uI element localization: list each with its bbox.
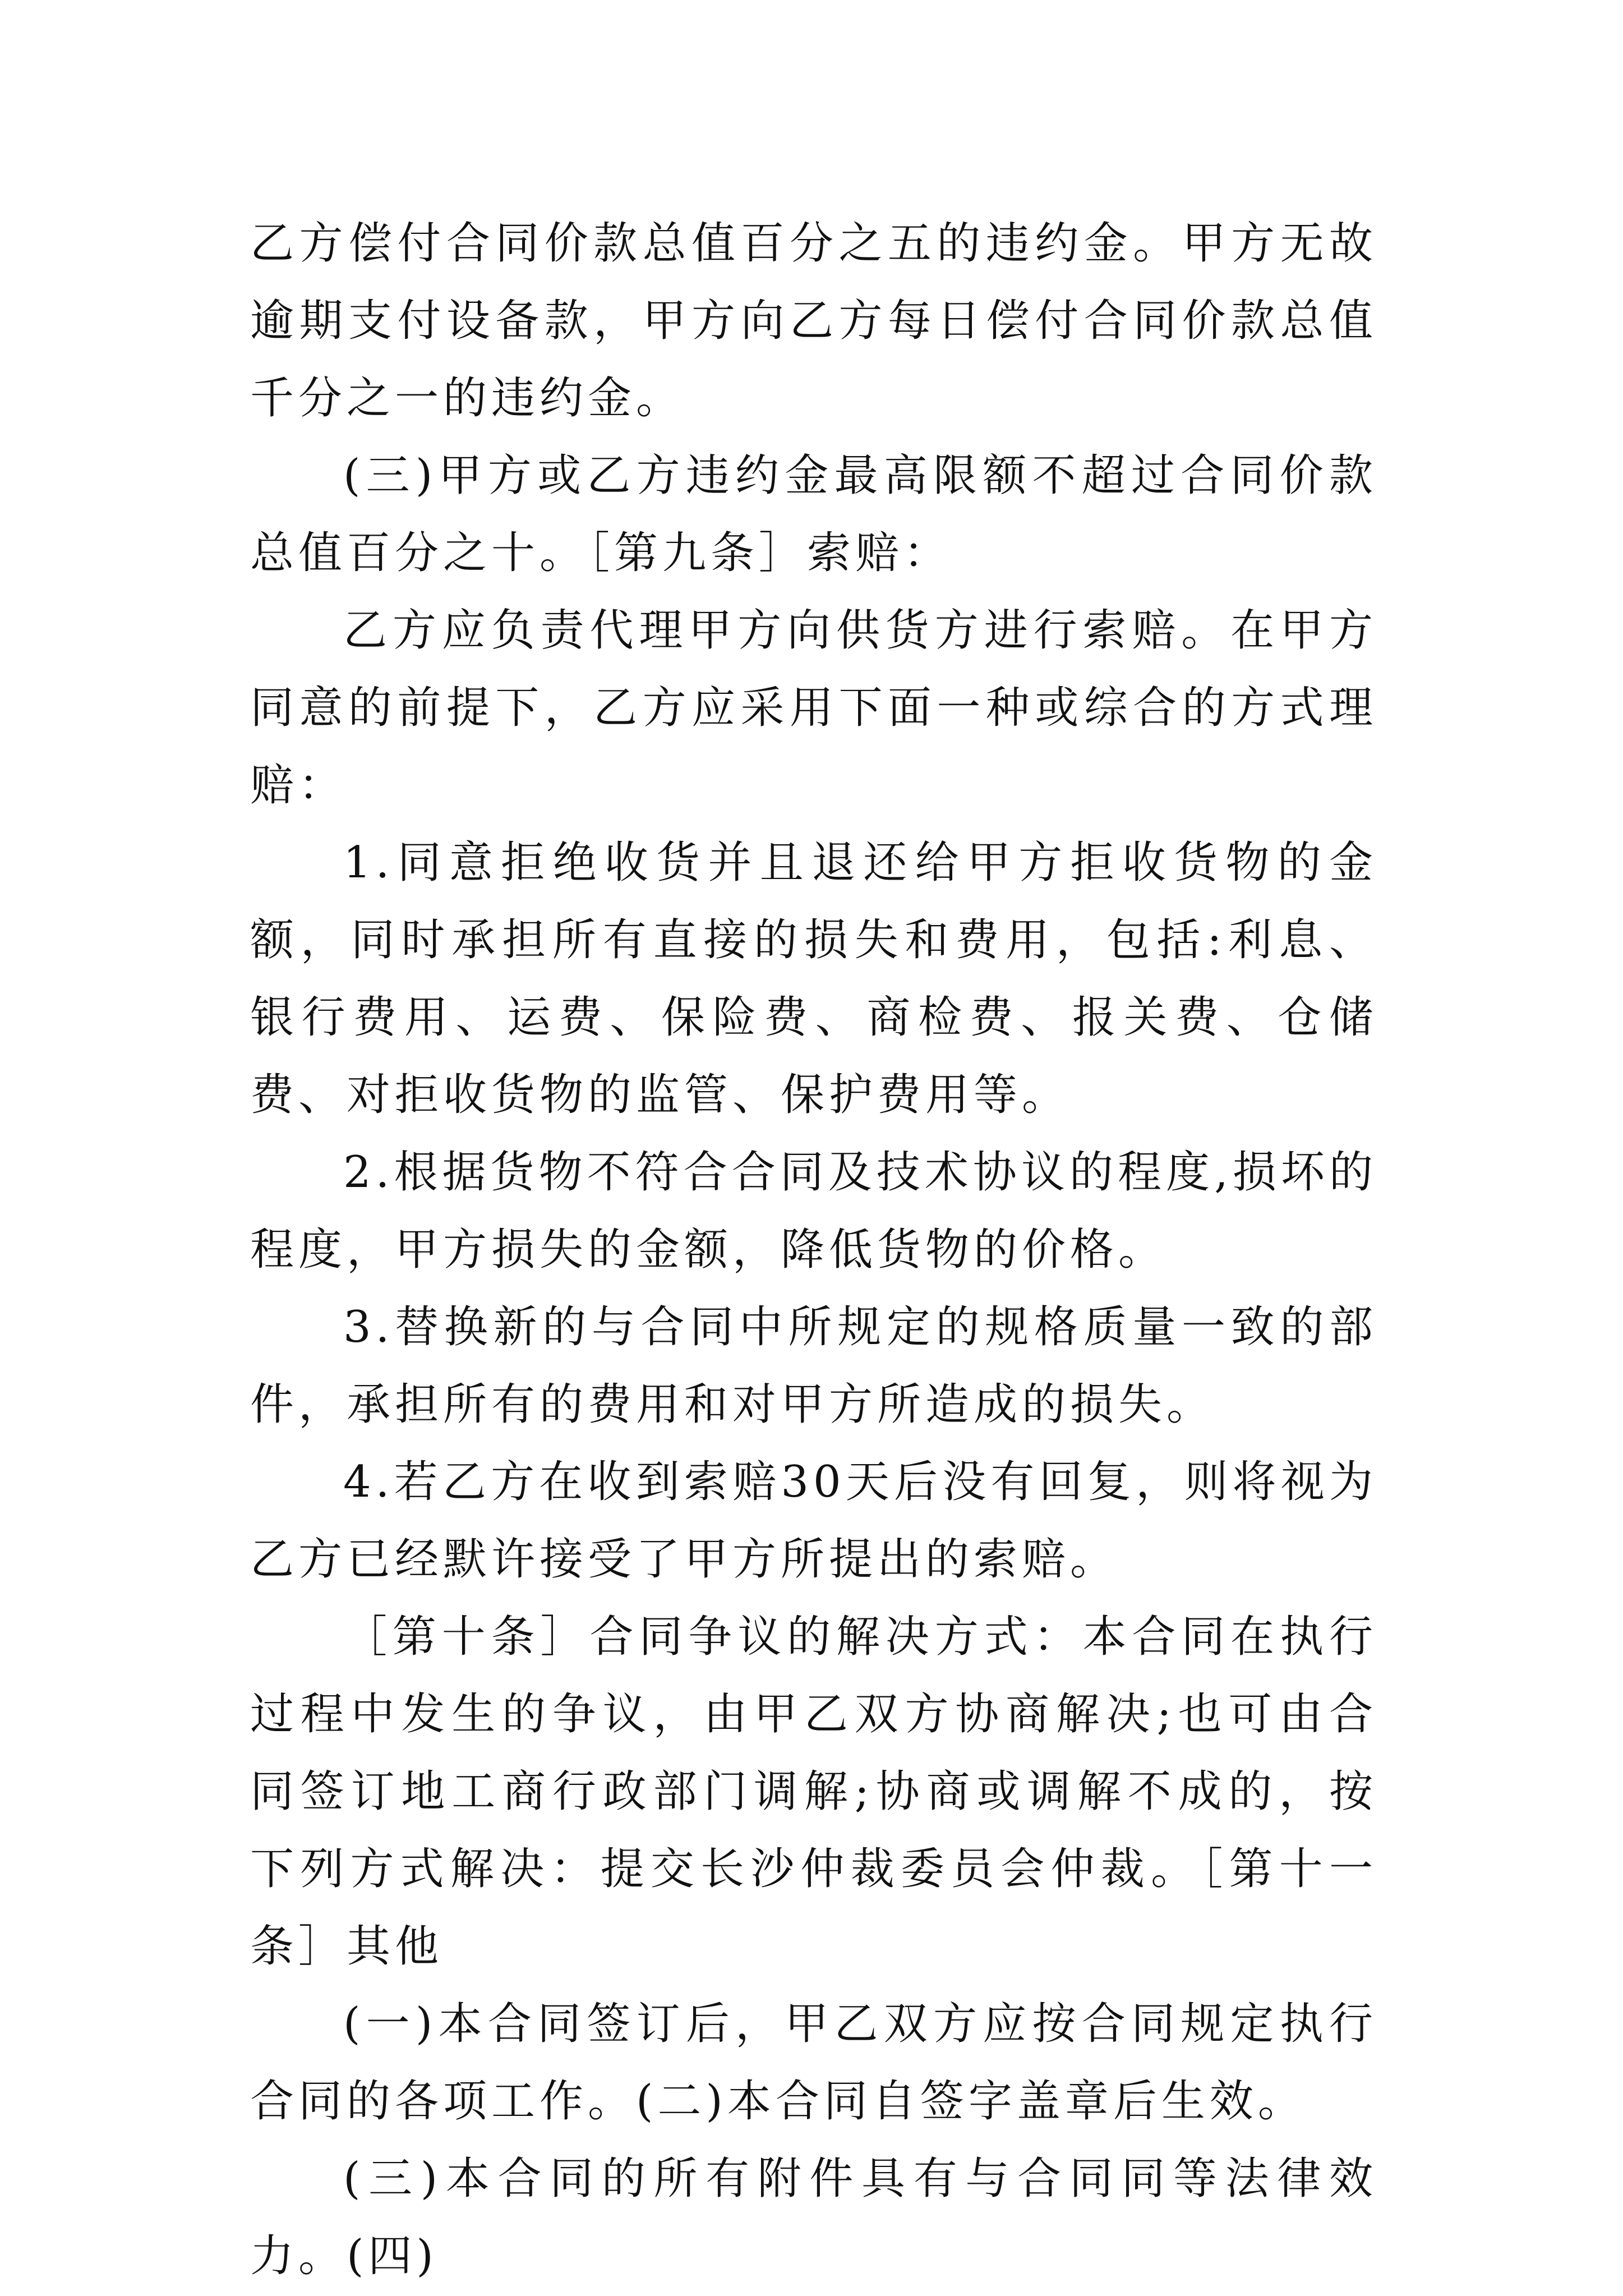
paragraph: (三)甲方或乙方违约金最高限额不超过合同价款总值百分之十。［第九条］索赔： <box>250 450 1377 578</box>
paragraph: 1.同意拒绝收货并且退还给甲方拒收货物的金额，同时承担所有直接的损失和费用，包括:利息、银行费用、运费、保险费、商检费、报关费、仓储费、对拒收货物的监管、保护费用等。 <box>250 838 1377 1120</box>
paragraph: 2.根据货物不符合合同及技术协议的程度,损坏的程度，甲方损失的金额，降低货物的价格。 <box>250 1147 1377 1275</box>
document-body <box>250 205 1377 2295</box>
paragraph: 乙方应负责代理甲方向供货方进行索赔。在甲方同意的前提下，乙方应采用下面一种或综合的方式理赔： <box>250 605 1377 811</box>
paragraph: (三)本合同的所有附件具有与合同同等法律效力。(四) <box>250 2154 1377 2281</box>
paragraph: 3.替换新的与合同中所规定的规格质量一致的部件，承担所有的费用和对甲方所造成的损失。 <box>250 1302 1377 1430</box>
paragraph: (一)本合同签订后，甲乙双方应按合同规定执行合同的各项工作。(二)本合同自签字盖章后生效。 <box>250 1999 1377 2127</box>
paragraph: ［第十条］合同争议的解决方式：本合同在执行过程中发生的争议，由甲乙双方协商解决;也可由合同签订地工商行政部门调解;协商或调解不成的，按下列方式解决：提交长沙仲裁委员会仲裁。［第十一条］其他 <box>250 1612 1377 1972</box>
paragraph: 4.若乙方在收到索赔30天后没有回复，则将视为乙方已经默许接受了甲方所提出的索赔。 <box>250 1457 1377 1585</box>
paragraph: 乙方偿付合同价款总值百分之五的违约金。甲方无故逾期支付设备款，甲方向乙方每日偿付合同价款总值千分之一的违约金。 <box>250 218 1377 424</box>
